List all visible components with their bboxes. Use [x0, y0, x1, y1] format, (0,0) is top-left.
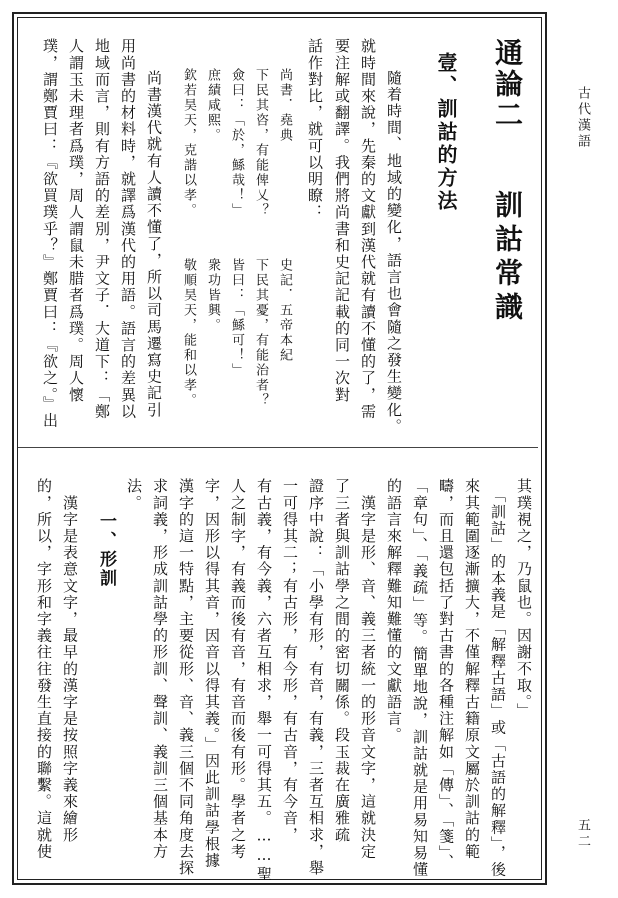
lower-paragraph-line-7: 漢字是形、音、義三者統一的形音文字，這就決定 — [359, 478, 377, 860]
citation-shiji-line-3: 衆功皆興。 — [205, 258, 220, 333]
upper-paragraph2-line-5: 璞，謂鄭賈曰：『欲買璞乎？』鄭賈曰：『欲之。』出 — [41, 38, 59, 429]
lower-paragraph-line-1: 其璞視之，乃鼠也。因謝不取。」 — [515, 478, 533, 720]
citation-source-shiji: 史記．五帝本紀 — [277, 258, 292, 363]
lower-paragraph-line-13: 字，因形以得其音，因音以得其義。」因此訓詁學根據 — [203, 478, 221, 869]
upper-paragraph-line-2: 就時間來說，先秦的文獻到漢代就有讀不懂的了，需 — [359, 38, 377, 420]
page-number: 五二 — [575, 818, 590, 850]
upper-paragraph2-line-2: 用尚書的材料時，就譯爲漢代的用語。語言的差異以 — [119, 38, 137, 420]
book-title-side: 古代漢語 — [575, 86, 590, 150]
upper-paragraph2-line-4: 人謂玉未理者爲璞，周人謂鼠未腊者爲璞。周人懷 — [67, 38, 85, 404]
chapter-heading: 通論二 — [491, 38, 524, 131]
lower-paragraph-line-4: 疇，而且還包括了對古書的各種注解如「傳」、「箋」、 — [437, 478, 455, 871]
lower-paragraph-line-16: 法。 — [125, 478, 143, 512]
lower-paragraph-line-5: 「章句」、「義疏」等。簡單地說，訓詁就是用易知易懂 — [411, 478, 429, 878]
citation-shiji-line-2: 皆曰：「鯀可！」 — [229, 258, 244, 378]
upper-paragraph2-line-1: 尚書漢代就有人讀不懂了，所以司馬遷寫史記引 — [145, 53, 163, 419]
lower-paragraph-line-14: 漢字的這一特點，主要從形、音、義三個不同角度去探 — [177, 478, 195, 877]
lower-paragraph-line-2: 「訓詁」的本義是「解釋古語」或「古語的解釋」，後 — [489, 478, 507, 878]
lower-paragraph-line-11: 有古義，有今義，六者互相求，舉一可得其五。……聖 — [255, 478, 273, 883]
lower-paragraph-line-3: 來其範圍逐漸擴大，不僅解釋古籍原文屬於訓詁的範 — [463, 478, 481, 860]
section-heading-methods: 壹、訓詁的方法 — [434, 52, 458, 213]
citation-shangshu-line-4: 欽若昊天，克諧以孝。 — [181, 68, 196, 218]
lower-paragraph-line-8: 了三者與訓詁學之間的密切關係。段玉裁在廣雅疏 — [333, 478, 351, 844]
upper-paragraph-line-3: 要注解或翻譯。我們將尚書和史記記載的同一次對 — [333, 38, 351, 404]
upper-paragraph-line-1: 隨着時間、地域的變化，語言也會隨之發生變化。 — [385, 53, 403, 435]
lower-paragraph2-line-1: 漢字是表意文字，最早的漢字是按照字義來繪形 — [61, 478, 79, 844]
lower-paragraph-line-15: 求詞義，形成訓詁學的形訓、聲訓、義訓三個基本方 — [151, 478, 169, 860]
citation-source-shangshu: 尚書．堯典 — [277, 68, 292, 143]
citation-shangshu-line-3: 庶績咸熙。 — [205, 68, 220, 143]
lower-paragraph-line-12: 人之制字，有義而後有音，有音而後有形。學者之考 — [229, 478, 247, 860]
upper-paragraph-line-4: 話作對比，就可以明瞭： — [306, 38, 324, 221]
lower-paragraph-line-6: 的語言來解釋難知難懂的文獻語言。 — [385, 478, 403, 744]
citation-shiji-line-1: 下民其憂，有能治者？ — [253, 258, 268, 408]
lower-paragraph-line-10: 一可得其二；有古形，有今形，有古音，有今音， — [281, 478, 299, 844]
citation-shangshu-line-2: 僉曰：「於，鯀哉！」 — [229, 68, 244, 218]
upper-paragraph2-line-3: 地域而言，則有方語的差別，尹文子．大道下：「鄭 — [93, 38, 111, 420]
lower-paragraph2-line-2: 的，所以，字形和字義往往發生直接的聯繫。這就使 — [35, 478, 53, 860]
citation-shiji-line-4: 敬順昊天，能和以孝。 — [181, 258, 196, 408]
section-heading-form-gloss: 一、形訓 — [96, 512, 116, 588]
chapter-title: 訓詁常識 — [491, 190, 524, 326]
page-divider — [18, 447, 538, 448]
lower-paragraph-line-9: 證序中說：「小學有形，有音，有義，三者互相求，舉 — [307, 478, 325, 877]
citation-shangshu-line-1: 下民其咨，有能俾乂？ — [253, 68, 268, 218]
